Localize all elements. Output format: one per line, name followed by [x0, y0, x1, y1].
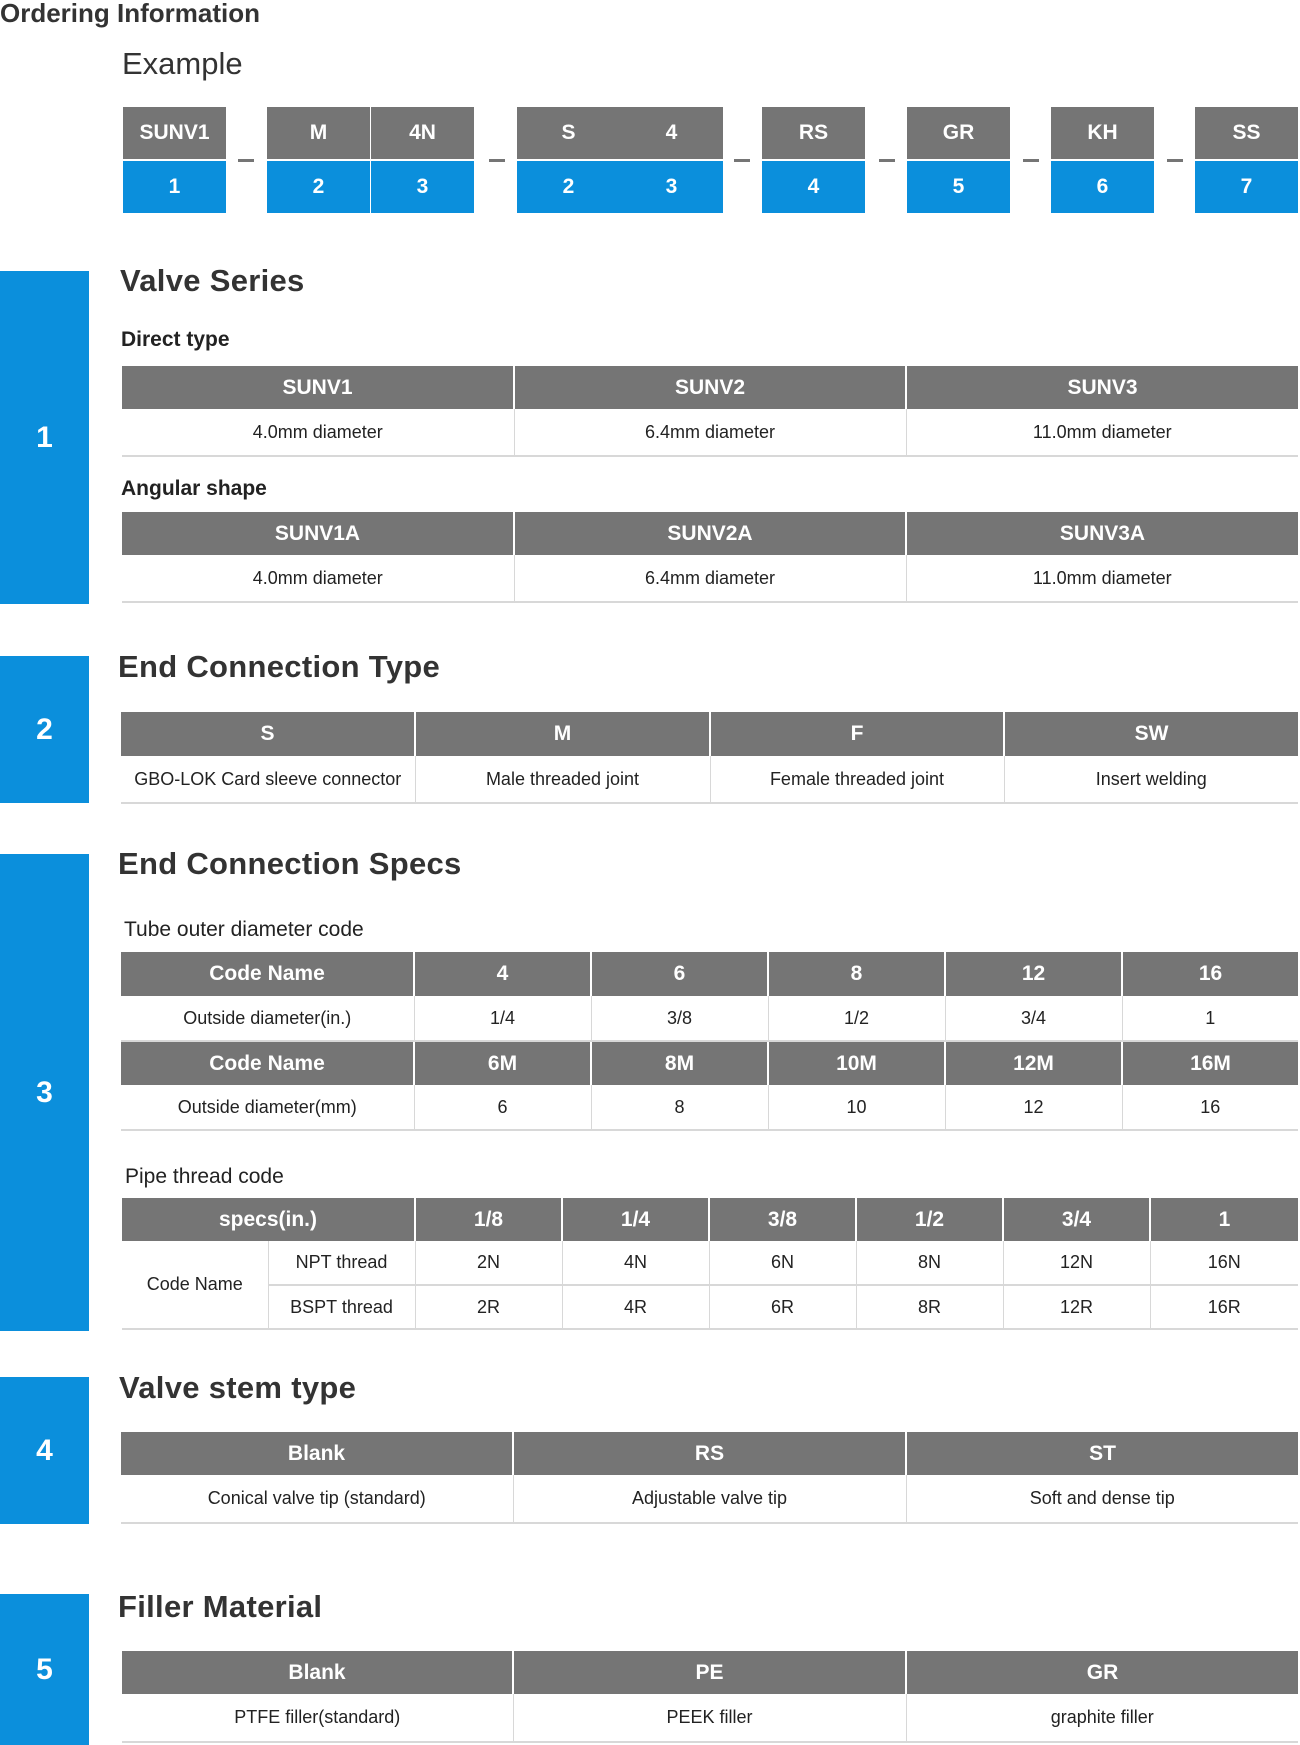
example-code-number: 3: [371, 161, 474, 213]
table-cell: 1/4: [414, 996, 591, 1041]
table-row: [121, 996, 1298, 1041]
example-code-label: RS: [762, 107, 865, 159]
table-header-cell: 4: [414, 952, 591, 996]
table-cell: 16R: [1150, 1285, 1298, 1329]
table-cell: 6.4mm diameter: [514, 409, 906, 456]
table-header-row: [121, 952, 1298, 996]
example-code-number: 7: [1195, 161, 1298, 213]
example-code-number: 2: [517, 161, 620, 213]
example-code-number: 6: [1051, 161, 1154, 213]
example-code-label: SS: [1195, 107, 1298, 159]
example-code-1: [123, 107, 226, 213]
example-code-5: [620, 107, 723, 213]
table-header-cell: SUNV1A: [122, 512, 514, 555]
example-code-label: M: [267, 107, 370, 159]
table-cell: 3/4: [945, 996, 1122, 1041]
table-cell: Outside diameter(mm): [121, 1085, 414, 1130]
section-1-marker: 1: [0, 271, 89, 604]
table-header-cell: 8: [768, 952, 945, 996]
table-header-cell: 12: [945, 952, 1122, 996]
table-header-row: [122, 1651, 1298, 1694]
valve-stem-table: [121, 1432, 1298, 1524]
section-4-title: Valve stem type: [119, 1370, 357, 1405]
table-header-cell: SUNV3: [906, 366, 1298, 409]
table-row: [122, 409, 1298, 456]
example-code-6: [762, 107, 865, 213]
table-cell: 12N: [1003, 1241, 1150, 1285]
table-header-cell: S: [121, 712, 415, 756]
table-cell: Soft and dense tip: [906, 1475, 1298, 1523]
table-header-cell: specs(in.): [122, 1198, 415, 1241]
table-cell: 8: [591, 1085, 768, 1130]
table-header-cell: 3/8: [709, 1198, 856, 1241]
table-header-cell: 16M: [1122, 1041, 1298, 1085]
table-header-cell: 12M: [945, 1041, 1122, 1085]
direct-type-table: [122, 366, 1298, 457]
example-code-number: 2: [267, 161, 370, 213]
table-cell: Adjustable valve tip: [513, 1475, 906, 1523]
table-cell: 10: [768, 1085, 945, 1130]
table-row: [122, 1694, 1298, 1742]
example-code-label: KH: [1051, 107, 1154, 159]
table-cell: 4N: [562, 1241, 709, 1285]
example-code-label: SUNV1: [123, 107, 226, 159]
dash-separator: [1167, 159, 1183, 162]
table-cell: 6.4mm diameter: [514, 555, 906, 602]
example-code-8: [1051, 107, 1154, 213]
example-code-number: 1: [123, 161, 226, 213]
table-cell: 16N: [1150, 1241, 1298, 1285]
table-cell: BSPT thread: [268, 1285, 415, 1329]
section-2-marker: 2: [0, 656, 89, 803]
table-header-cell: 6M: [414, 1041, 591, 1085]
table-cell: 4.0mm diameter: [122, 409, 514, 456]
table-cell: 3/8: [591, 996, 768, 1041]
section-5-title: Filler Material: [118, 1589, 323, 1624]
table-cell: 1: [1122, 996, 1298, 1041]
section-5-marker: 5: [0, 1594, 89, 1745]
table-header-cell: 6: [591, 952, 768, 996]
table-cell: GBO-LOK Card sleeve connector: [121, 756, 415, 803]
dash-separator: [1023, 159, 1039, 162]
table-cell: 8N: [856, 1241, 1003, 1285]
angular-shape-label: Angular shape: [121, 477, 267, 500]
table-cell: 12: [945, 1085, 1122, 1130]
table-cell: NPT thread: [268, 1241, 415, 1285]
example-code-number: 4: [762, 161, 865, 213]
direct-type-label: Direct type: [121, 328, 230, 351]
dash-separator: [734, 159, 750, 162]
table-cell: graphite filler: [906, 1694, 1298, 1742]
section-3-marker: 3: [0, 854, 89, 1331]
table-cell: PTFE filler(standard): [122, 1694, 513, 1742]
table-header-cell: SUNV2: [514, 366, 906, 409]
table-header-cell: GR: [906, 1651, 1298, 1694]
example-title: Example: [122, 46, 243, 81]
table-header-cell: 1/8: [415, 1198, 562, 1241]
table-header-cell: 1/4: [562, 1198, 709, 1241]
table-cell: 1/2: [768, 996, 945, 1041]
example-code-label: 4: [620, 107, 723, 159]
example-code-label: S: [517, 107, 620, 159]
filler-material-table: [122, 1651, 1298, 1743]
table-cell: 4R: [562, 1285, 709, 1329]
example-code-3: [371, 107, 474, 213]
table-row: [122, 555, 1298, 602]
table-header-cell: RS: [513, 1432, 906, 1475]
table-cell: Insert welding: [1004, 756, 1298, 803]
section-2-title: End Connection Type: [118, 649, 441, 684]
table-cell: 6N: [709, 1241, 856, 1285]
pipe-thread-table: [122, 1198, 1298, 1330]
table-header-cell: SUNV2A: [514, 512, 906, 555]
tube-diameter-table: [121, 952, 1298, 1131]
table-cell: 6R: [709, 1285, 856, 1329]
table-header-row: [121, 712, 1298, 756]
table-header-row: [122, 366, 1298, 409]
table-row: [121, 1475, 1298, 1523]
section-1-title: Valve Series: [120, 263, 305, 298]
table-header-cell: ST: [906, 1432, 1298, 1475]
row-group-label: Code Name: [122, 1241, 268, 1329]
table-header-cell: 1: [1150, 1198, 1298, 1241]
section-4-marker: 4: [0, 1377, 89, 1524]
table-header-cell: 8M: [591, 1041, 768, 1085]
table-header-row: [121, 1041, 1298, 1085]
example-code-number: 3: [620, 161, 723, 213]
table-cell: 4.0mm diameter: [122, 555, 514, 602]
table-header-cell: SUNV3A: [906, 512, 1298, 555]
dash-separator: [238, 159, 254, 162]
example-code-9: [1195, 107, 1298, 213]
example-code-7: [907, 107, 1010, 213]
table-row: [121, 1085, 1298, 1130]
table-cell: PEEK filler: [513, 1694, 906, 1742]
table-cell: 16: [1122, 1085, 1298, 1130]
table-cell: 8R: [856, 1285, 1003, 1329]
dash-separator: [879, 159, 895, 162]
table-header-cell: F: [710, 712, 1004, 756]
end-connection-type-table: [121, 712, 1298, 804]
page-title: Ordering Information: [0, 0, 260, 28]
table-header-cell: 1/2: [856, 1198, 1003, 1241]
section-3-title: End Connection Specs: [118, 846, 462, 881]
table-header-cell: Code Name: [121, 952, 414, 996]
table-row: [121, 756, 1298, 803]
table-header-row: [121, 1432, 1298, 1475]
table-header-cell: SW: [1004, 712, 1298, 756]
table-header-cell: M: [415, 712, 710, 756]
table-cell: 11.0mm diameter: [906, 409, 1298, 456]
table-header-cell: 3/4: [1003, 1198, 1150, 1241]
table-cell: Female threaded joint: [710, 756, 1004, 803]
table-header-cell: Code Name: [121, 1041, 414, 1085]
table-cell: 6: [414, 1085, 591, 1130]
table-cell: Conical valve tip (standard): [121, 1475, 513, 1523]
table-row: [122, 1241, 1298, 1285]
table-cell: Outside diameter(in.): [121, 996, 414, 1041]
table-header-row: [122, 512, 1298, 555]
table-header-cell: Blank: [122, 1651, 513, 1694]
dash-separator: [489, 159, 505, 162]
table-header-cell: PE: [513, 1651, 906, 1694]
table-cell: 11.0mm diameter: [906, 555, 1298, 602]
pipe-thread-label: Pipe thread code: [125, 1165, 284, 1188]
table-header-cell: SUNV1: [122, 366, 514, 409]
table-header-cell: 10M: [768, 1041, 945, 1085]
angular-shape-table: [122, 512, 1298, 603]
table-cell: 2N: [415, 1241, 562, 1285]
example-code-label: GR: [907, 107, 1010, 159]
table-row: [122, 1285, 1298, 1329]
table-header-row: [122, 1198, 1298, 1241]
example-code-label: 4N: [371, 107, 474, 159]
example-code-number: 5: [907, 161, 1010, 213]
example-code-4: [517, 107, 620, 213]
example-code-2: [267, 107, 370, 213]
table-cell: Male threaded joint: [415, 756, 710, 803]
tube-code-label: Tube outer diameter code: [124, 918, 364, 941]
table-cell: 12R: [1003, 1285, 1150, 1329]
table-header-cell: 16: [1122, 952, 1298, 996]
table-cell: 2R: [415, 1285, 562, 1329]
table-header-cell: Blank: [121, 1432, 513, 1475]
